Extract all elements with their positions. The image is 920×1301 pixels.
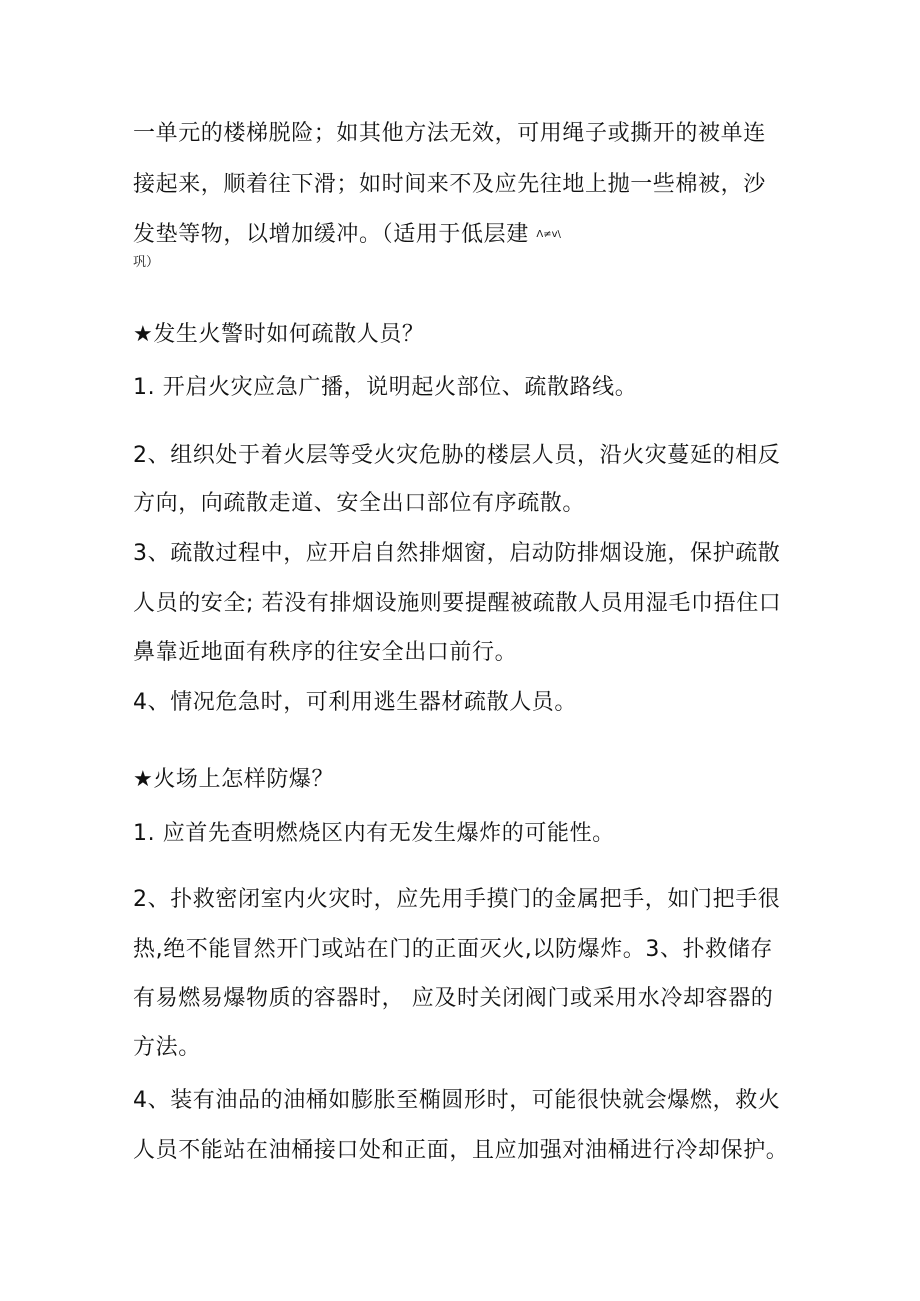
intro-line-4: 巩） [133, 255, 160, 270]
section2-item-1: 1. 应首先查明燃烧区内有无发生爆炸的可能性。 [133, 821, 615, 846]
section1-item-3-line-2: 人员的安全; 若没有排烟设施则要提醒被疏散人员用湿毛巾捂住口 [133, 591, 782, 616]
section2-item-2-line-2: 热,绝不能冒然开门或站在门的正面灭火,以防爆炸。3、扑救储存 [133, 937, 773, 962]
scan-artifact-text: Λ≠v\ [536, 229, 561, 240]
section1-item-2-line-2: 方向，向疏散走道、安全出口部位有序疏散。 [133, 491, 586, 516]
section1-item-2-line-1: 2、组织处于着火层等受火灾危胁的楼层人员，沿火灾蔓延的相反 [133, 443, 781, 468]
section2-heading: ★火场上怎样防爆？ [133, 767, 335, 792]
section1-item-4: 4、情况危急时，可利用逃生器材疏散人员。 [133, 690, 577, 715]
section2-item-2-line-1: 2、扑救密闭室内火灾时，应先用手摸门的金属把手，如门把手很 [133, 887, 781, 912]
section1-heading: ★发生火警时如何疏散人员？ [133, 322, 425, 347]
section2-item-3-line-2: 方法。 [133, 1035, 201, 1060]
section2-item-4-line-1: 4、装有油品的油桶如膨胀至椭圆形时，可能很快就会爆燃，救火 [133, 1088, 781, 1113]
section2-item-3-line-1: 有易燃易爆物质的容器时， 应及时关闭阀门或采用水冷却容器的 [133, 986, 774, 1011]
intro-line-3 [133, 221, 561, 249]
section1-item-3-line-3: 鼻靠近地面有秩序的往安全出口前行。 [133, 640, 518, 665]
intro-line-3-text: 发垫等物，以增加缓冲。（适用于低层建 [133, 222, 529, 247]
intro-line-1: 一单元的楼梯脱险；如其他方法无效，可用绳子或撕开的被单连 [133, 121, 766, 146]
section1-item-1: 1. 开启火灾应急广播，说明起火部位、疏散路线。 [133, 375, 638, 400]
section1-item-3-line-1: 3、疏散过程中，应开启自然排烟窗，启动防排烟设施，保护疏散 [133, 541, 781, 566]
intro-line-2: 接起来，顺着往下滑；如时间来不及应先往地上抛一些棉被，沙 [133, 172, 766, 197]
section2-item-4-line-2: 人员不能站在油桶接口处和正面，且应加强对油桶进行冷却保护。 [133, 1138, 789, 1163]
